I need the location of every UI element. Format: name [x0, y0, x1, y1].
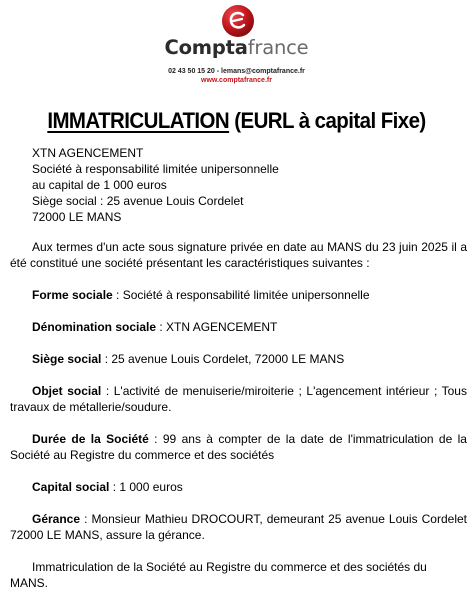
field-value: : Monsieur Mathieu DROCOURT, demeurant 25 avenue Louis Cordelet 72000 LE MANS, assure la gérance.	[10, 512, 467, 542]
field-objet	[10, 383, 467, 415]
field-value: : XTN AGENCEMENT	[156, 320, 278, 334]
notice-body	[10, 145, 467, 591]
page-title	[17, 106, 457, 136]
comptafrance-logo-icon	[221, 4, 255, 38]
field-label: Siège social	[32, 352, 102, 366]
field-label: Capital social	[32, 480, 110, 494]
field-siege	[10, 351, 467, 367]
field-duree	[10, 431, 467, 463]
field-label: Gérance	[32, 512, 81, 526]
title-rest: (EURL à capital Fixe)	[229, 108, 426, 133]
company-form: Société à responsabilité limitée unipersonnelle	[32, 162, 279, 176]
company-name: XTN AGENCEMENT	[32, 146, 144, 160]
brand-part2: france	[247, 36, 309, 59]
field-forme	[10, 287, 467, 303]
field-value: : 25 avenue Louis Cordelet, 72000 LE MANS	[101, 352, 345, 366]
intro-paragraph: Aux termes d'un acte sous signature privée en date au MANS du 23 juin 2025 il a été constitué une société présentant les caractéristiques suivantes :	[10, 240, 467, 270]
company-seat: Siège social : 25 avenue Louis Cordelet	[32, 194, 244, 208]
closing-paragraph: Immatriculation de la Société au Registre du commerce et des sociétés du MANS.	[10, 560, 427, 590]
field-denomination	[10, 319, 467, 335]
brand-part1: Compta	[164, 36, 248, 59]
title-main: IMMATRICULATION	[47, 108, 230, 133]
brand-name	[0, 36, 473, 60]
company-capital: au capital de 1 000 euros	[32, 178, 167, 192]
field-gerance	[10, 511, 467, 543]
field-capital	[10, 479, 467, 495]
field-label: Objet social	[32, 384, 102, 398]
contact-line: 02 43 50 15 20 - lemans@comptafrance.fr	[168, 68, 305, 75]
company-city: 72000 LE MANS	[32, 210, 122, 224]
field-value: : Société à responsabilité limitée unipersonnelle	[112, 288, 370, 302]
field-value: : L'activité de menuiserie/miroiterie ; L'agencement intérieur ; Tous travaux de métallerie/soudure.	[10, 384, 467, 414]
field-value: : 1 000 euros	[109, 480, 183, 494]
letterhead	[0, 0, 473, 100]
company-block	[32, 145, 467, 225]
field-label: Dénomination sociale	[32, 320, 157, 334]
field-value: : 99 ans à compter de la date de l'immatriculation de la Société au Registre du commerce et des sociétés	[10, 432, 467, 462]
field-label: Forme sociale	[32, 288, 113, 302]
website-line: www.comptafrance.fr	[201, 77, 272, 84]
field-label: Durée de la Société	[32, 432, 149, 446]
